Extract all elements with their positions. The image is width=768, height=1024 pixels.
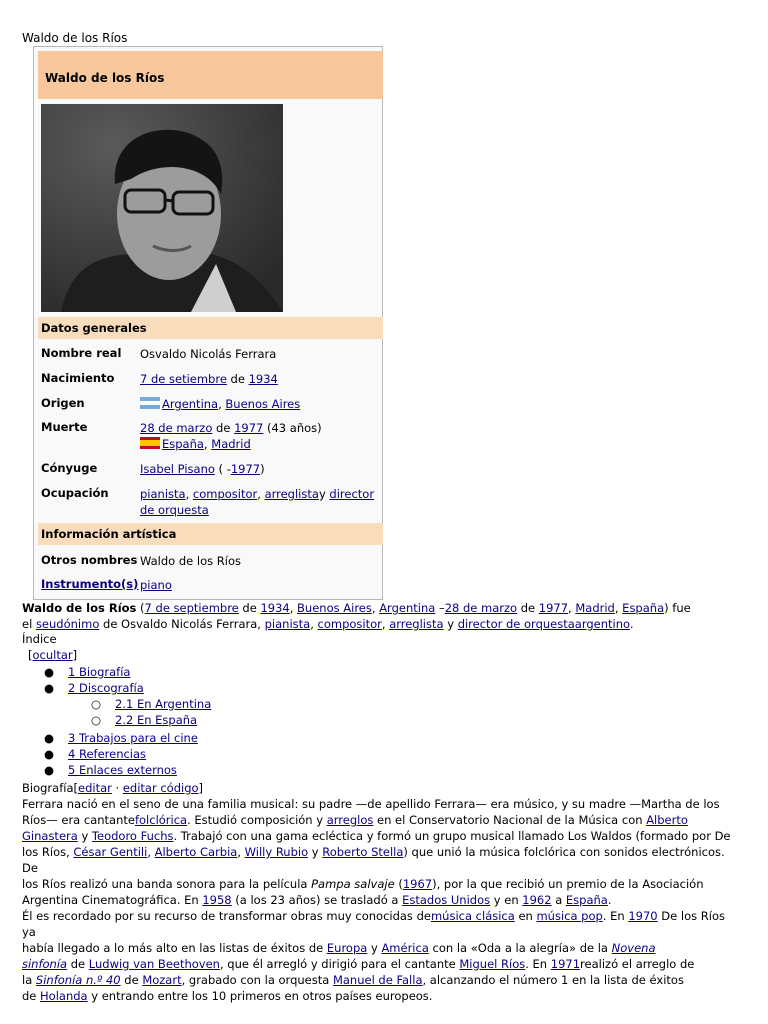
text: de bbox=[517, 601, 539, 615]
toc-hide-link[interactable]: ocultar bbox=[32, 648, 73, 662]
text: y bbox=[443, 617, 458, 631]
link-cesar-gentili[interactable]: César Gentili bbox=[73, 845, 148, 859]
text: de bbox=[22, 989, 41, 1003]
link-argentina[interactable]: Argentina bbox=[162, 397, 219, 411]
intro-paragraph bbox=[22, 600, 742, 632]
bio-line bbox=[22, 796, 742, 812]
bracket: [ bbox=[73, 781, 78, 795]
toc-item-cine[interactable] bbox=[44, 731, 198, 745]
link-teodoro-fuchs[interactable]: Teodoro Fuchs bbox=[91, 829, 174, 843]
bullet-icon: ○ bbox=[91, 713, 102, 727]
page-title: Waldo de los Ríos bbox=[22, 31, 128, 45]
link-death-year[interactable]: 1977 bbox=[234, 421, 264, 435]
text: Ferrara nació en el seno de una familia musical: su padre —de apellido Ferrara— era músico, y su madre —Martha de los bbox=[22, 797, 720, 811]
text: de bbox=[67, 957, 89, 971]
text: con la «Oda a la alegría» de la bbox=[428, 941, 612, 955]
subject-name: Waldo de los Ríos bbox=[22, 601, 137, 615]
bullet-icon: ● bbox=[44, 681, 55, 695]
link-roberto-stella[interactable]: Roberto Stella bbox=[322, 845, 404, 859]
value-otros-nombres: Waldo de los Ríos bbox=[140, 554, 241, 568]
bio-line bbox=[22, 956, 742, 972]
text: . bbox=[629, 617, 634, 631]
link-alberto-carbia[interactable]: Alberto Carbia bbox=[154, 845, 238, 859]
link-musica-clasica[interactable]: música clásica bbox=[430, 909, 515, 923]
text: y bbox=[77, 829, 92, 843]
link-madrid[interactable]: Madrid bbox=[211, 437, 251, 451]
link-espana[interactable]: España bbox=[565, 893, 608, 907]
text: Ríos— era cantante bbox=[22, 813, 135, 827]
section-heading-biografia bbox=[22, 780, 742, 796]
text: y entrando entre los 10 primeros en otros países europeos. bbox=[87, 989, 433, 1003]
text: el bbox=[22, 617, 36, 631]
link-piano[interactable]: piano bbox=[140, 578, 172, 592]
text: · bbox=[111, 781, 123, 795]
text: y en bbox=[490, 893, 523, 907]
bio-line bbox=[22, 812, 742, 828]
text: la bbox=[22, 973, 36, 987]
toc-link[interactable]: 1 Biografía bbox=[68, 665, 131, 679]
spain-flag-icon bbox=[140, 437, 160, 449]
link-arreglista[interactable]: arreglista bbox=[389, 617, 444, 631]
link-espana[interactable]: España bbox=[622, 601, 665, 615]
toc-heading: Índice bbox=[22, 632, 57, 646]
toc-hide-toggle bbox=[28, 648, 77, 662]
link-beethoven[interactable]: Ludwig van Beethoven bbox=[88, 957, 220, 971]
text: en el Conservatorio Nacional de la Música con bbox=[373, 813, 647, 827]
bio-line bbox=[22, 876, 742, 892]
text: realizó el arreglo de bbox=[580, 957, 695, 971]
link-birth-date[interactable]: 7 de setiembre bbox=[140, 372, 227, 386]
link-buenos-aires[interactable]: Buenos Aires bbox=[225, 397, 301, 411]
toc-item-discografia[interactable] bbox=[44, 681, 144, 695]
value-conyuge bbox=[140, 461, 380, 477]
edit-code-link[interactable]: editar código bbox=[122, 781, 199, 795]
link-death-date[interactable]: 28 de marzo bbox=[140, 421, 213, 435]
link-instrumentos[interactable]: Instrumento(s) bbox=[41, 577, 139, 591]
text: , bbox=[185, 487, 193, 501]
text: , bbox=[237, 845, 245, 859]
text: . Estudió composición y bbox=[187, 813, 327, 827]
bullet-icon: ● bbox=[44, 747, 55, 761]
label-muerte: Muerte bbox=[41, 420, 88, 434]
bio-line bbox=[22, 828, 742, 844]
text: , bbox=[147, 845, 155, 859]
value-muerte bbox=[140, 420, 380, 452]
bullet-icon: ○ bbox=[91, 697, 102, 711]
bracket: ] bbox=[72, 648, 78, 662]
film-title: Pampa salvaje bbox=[311, 877, 395, 891]
link-isabel-pisano[interactable]: Isabel Pisano bbox=[140, 462, 215, 476]
link-estados-unidos[interactable]: Estados Unidos bbox=[402, 893, 491, 907]
toc-link[interactable]: 2.2 En España bbox=[115, 713, 198, 727]
link-1977[interactable]: 1977 bbox=[230, 462, 261, 476]
link-birth-year[interactable]: 1934 bbox=[248, 372, 278, 386]
text: de bbox=[238, 601, 261, 615]
toc-item-enlaces[interactable] bbox=[44, 763, 177, 777]
text: ), por la que recibió un premio de la Asociación bbox=[432, 877, 704, 891]
portrait-photo[interactable] bbox=[41, 104, 283, 312]
text: de bbox=[120, 973, 143, 987]
text: Argentina Cinematográfica. En bbox=[22, 893, 203, 907]
label-conyuge: Cónyuge bbox=[41, 461, 98, 475]
value-nombre-real: Osvaldo Nicolás Ferrara bbox=[140, 347, 277, 361]
text: . En bbox=[525, 957, 551, 971]
text: , bbox=[568, 601, 576, 615]
link-miguel-rios[interactable]: Miguel Ríos bbox=[459, 957, 526, 971]
infobox bbox=[33, 46, 383, 600]
label-origen: Origen bbox=[41, 396, 85, 410]
toc-item-referencias[interactable] bbox=[44, 747, 147, 761]
link-buenos-aires[interactable]: Buenos Aires bbox=[297, 601, 372, 615]
link-willy-rubio[interactable]: Willy Rubio bbox=[244, 845, 309, 859]
link-arreglos[interactable]: arreglos bbox=[326, 813, 374, 827]
text: , grabado con la orquesta bbox=[181, 973, 333, 987]
link-1967[interactable]: 1967 bbox=[402, 877, 433, 891]
edit-link[interactable]: editar bbox=[78, 781, 112, 795]
link-death-date[interactable]: 28 de marzo bbox=[444, 601, 518, 615]
text: , bbox=[289, 601, 298, 615]
argentina-flag-icon bbox=[140, 397, 160, 409]
text: . En bbox=[602, 909, 629, 923]
text: ) fue bbox=[664, 601, 691, 615]
link-argentina[interactable]: Argentina bbox=[379, 601, 436, 615]
text: de bbox=[226, 372, 249, 386]
link-compositor[interactable]: compositor bbox=[317, 617, 382, 631]
value-origen bbox=[140, 396, 380, 412]
link-alberto-ginastera[interactable]: Ginastera bbox=[22, 829, 78, 843]
text: de bbox=[212, 421, 235, 435]
link-arreglista[interactable]: arreglista bbox=[264, 487, 319, 501]
text: ) que unió la música folclórica con sonidos electrónicos. De bbox=[22, 845, 725, 875]
bio-line bbox=[22, 844, 742, 876]
infobox-header: Waldo de los Ríos bbox=[38, 51, 383, 99]
text: – bbox=[435, 601, 445, 615]
text: , que él arregló y dirigió para el cantante bbox=[219, 957, 460, 971]
text: , bbox=[381, 617, 390, 631]
text: Él es recordado por su recurso de transformar obras muy conocidas de bbox=[22, 909, 431, 923]
link-madrid[interactable]: Madrid bbox=[575, 601, 615, 615]
text: y bbox=[367, 941, 382, 955]
label-ocupacion: Ocupación bbox=[41, 486, 109, 500]
text: ( - bbox=[214, 462, 231, 476]
text: en bbox=[514, 909, 537, 923]
link-1934[interactable]: 1934 bbox=[260, 601, 290, 615]
bullet-icon: ● bbox=[44, 731, 55, 745]
link-pianista[interactable]: pianista bbox=[264, 617, 311, 631]
text: los Ríos realizó una banda sonora para la película bbox=[22, 877, 312, 891]
bracket: ] bbox=[198, 781, 204, 795]
text: (a los 23 años) se trasladó a bbox=[231, 893, 403, 907]
text: , bbox=[371, 601, 380, 615]
text: , bbox=[218, 397, 226, 411]
link-birth-date[interactable]: 7 de septiembre bbox=[144, 601, 239, 615]
bio-line bbox=[22, 940, 742, 956]
text: y bbox=[318, 487, 330, 501]
text: . bbox=[607, 893, 612, 907]
label-otros-nombres: Otros nombres bbox=[41, 553, 138, 567]
text: , bbox=[310, 617, 318, 631]
link-1971[interactable]: 1971 bbox=[550, 957, 581, 971]
link-novena-sinfonia[interactable]: sinfonía bbox=[22, 957, 68, 971]
age-text: (43 años) bbox=[263, 421, 322, 435]
biografia-section bbox=[22, 780, 742, 1004]
toc-link[interactable]: 2.1 En Argentina bbox=[115, 697, 212, 711]
text: y bbox=[308, 845, 323, 859]
text: , bbox=[614, 601, 623, 615]
value-ocupacion bbox=[140, 486, 380, 518]
link-1977[interactable]: 1977 bbox=[538, 601, 569, 615]
toc-item-biografia[interactable] bbox=[44, 665, 131, 679]
link-1958[interactable]: 1958 bbox=[202, 893, 232, 907]
section-general: Datos generales bbox=[38, 317, 383, 339]
label-nombre-real: Nombre real bbox=[41, 346, 122, 360]
link-holanda[interactable]: Holanda bbox=[40, 989, 88, 1003]
intro-line-1 bbox=[22, 600, 742, 616]
link-1962[interactable]: 1962 bbox=[522, 893, 552, 907]
bullet-icon: ● bbox=[44, 763, 55, 777]
link-america[interactable]: América bbox=[381, 941, 429, 955]
bio-line bbox=[22, 972, 742, 988]
text: de Osvaldo Nicolás Ferrara, bbox=[99, 617, 265, 631]
text: , bbox=[203, 437, 212, 451]
label-nacimiento: Nacimiento bbox=[41, 371, 115, 385]
bullet-icon: ● bbox=[44, 665, 55, 679]
toc-link[interactable]: 4 Referencias bbox=[68, 747, 147, 761]
link-espana[interactable]: España bbox=[162, 437, 204, 451]
bio-line bbox=[22, 908, 742, 940]
text: De los Ríos ya bbox=[22, 909, 725, 939]
text: los Ríos, bbox=[22, 845, 74, 859]
link-compositor[interactable]: compositor bbox=[192, 487, 258, 501]
text: , bbox=[257, 487, 265, 501]
link-director-de-orquesta[interactable]: director de orquestaargentino bbox=[457, 617, 630, 631]
link-manuel-de-falla[interactable]: Manuel de Falla bbox=[332, 973, 423, 987]
value-nacimiento bbox=[140, 371, 380, 387]
toc-item-en-argentina[interactable] bbox=[91, 697, 212, 711]
link-europa[interactable]: Europa bbox=[326, 941, 368, 955]
toc-link[interactable]: 5 Enlaces externos bbox=[68, 763, 177, 777]
text: , alcanzando el número 1 en la lista de éxitos bbox=[422, 973, 684, 987]
text: . Trabajó con una gama ecléctica y formó un grupo musical llamado Los Waldos (formado por De bbox=[173, 829, 731, 843]
link-musica-pop[interactable]: música pop bbox=[536, 909, 603, 923]
bio-line bbox=[22, 988, 742, 1004]
text: había llegado a lo más alto en las listas de éxitos de bbox=[22, 941, 327, 955]
text: ) bbox=[260, 462, 265, 476]
link-director-de-orquesta[interactable]: director de orquesta bbox=[140, 487, 375, 517]
text: ( bbox=[136, 601, 145, 615]
link-alberto-ginastera[interactable]: Alberto bbox=[646, 813, 688, 827]
intro-line-2 bbox=[22, 616, 742, 632]
toc-item-en-espana[interactable] bbox=[91, 713, 198, 727]
link-folclorica[interactable]: folclórica bbox=[134, 813, 188, 827]
link-seudonimo[interactable]: seudónimo bbox=[35, 617, 100, 631]
link-mozart[interactable]: Mozart bbox=[142, 973, 182, 987]
link-1970[interactable]: 1970 bbox=[628, 909, 658, 923]
bracket: [ bbox=[28, 648, 33, 662]
text: a bbox=[551, 893, 566, 907]
section-title: Biografía bbox=[22, 781, 74, 795]
section-artistic: Información artística bbox=[38, 523, 383, 545]
toc-link[interactable]: 3 Trabajos para el cine bbox=[68, 731, 198, 745]
link-novena-sinfonia[interactable]: Novena bbox=[611, 941, 656, 955]
toc-link[interactable]: 2 Discografía bbox=[68, 681, 144, 695]
link-pianista[interactable]: pianista bbox=[140, 487, 186, 501]
link-sinfonia-40[interactable]: Sinfonía n.º 40 bbox=[35, 973, 121, 987]
bio-line bbox=[22, 892, 742, 908]
text: ( bbox=[394, 877, 403, 891]
